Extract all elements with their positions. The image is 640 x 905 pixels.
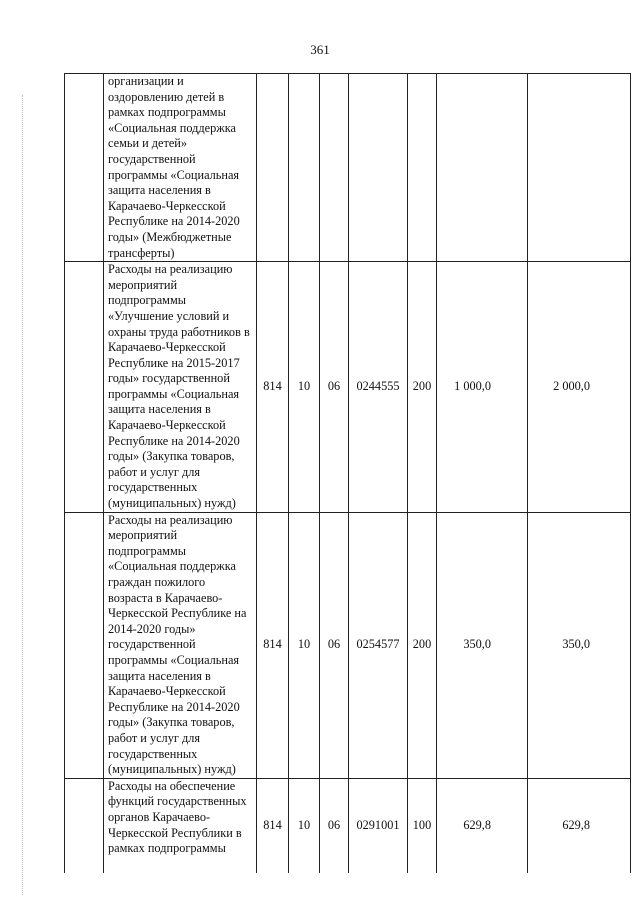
target-cell: [349, 74, 408, 262]
subsection-cell: 06: [320, 512, 349, 778]
description-cell: организации и оздоровлению детей в рамках подпрограммы «Социальная поддержка семьи и детей» государственной программы «Социальная защита населения в Карачаево-Черкесской Республике на 2014-2020 годы» (Межбюджетные трансферты): [104, 74, 257, 262]
table-row: [65, 778, 631, 873]
amount-1-cell: 629,8: [437, 778, 528, 873]
target-cell: 0291001: [349, 778, 408, 873]
table-row: [65, 262, 631, 513]
amount-1-cell: 1 000,0: [437, 262, 528, 513]
section-cell: 10: [289, 262, 320, 513]
section-cell: [289, 74, 320, 262]
subsection-cell: 06: [320, 778, 349, 873]
description-cell: Расходы на реализацию мероприятий подпрограммы «Социальная поддержка граждан пожилого возраста в Карачаево-Черкесской Республике на 2014-2020 годы» государственной программы «Социальная защита населения в Карачаево-Черкесской Республике на 2014-2020 годы» (Закупка товаров, работ и услуг для государственных (муниципальных) нужд): [104, 512, 257, 778]
table-row: [65, 74, 631, 262]
number-cell: [65, 262, 104, 513]
subsection-cell: [320, 74, 349, 262]
ministry-cell: 814: [257, 512, 289, 778]
amount-1-cell: 350,0: [437, 512, 528, 778]
section-cell: 10: [289, 778, 320, 873]
description-cell: Расходы на обеспечение функций государственных органов Карачаево-Черкесской Республики в рамках подпрограммы: [104, 778, 257, 873]
margin-rule: [22, 95, 24, 895]
expense-type-cell: 100: [408, 778, 437, 873]
ministry-cell: 814: [257, 262, 289, 513]
page-number: 361: [310, 42, 330, 57]
expense-type-cell: 200: [408, 262, 437, 513]
section-cell: 10: [289, 512, 320, 778]
table-row: [65, 512, 631, 778]
target-cell: 0254577: [349, 512, 408, 778]
target-cell: 0244555: [349, 262, 408, 513]
budget-table: [64, 73, 631, 873]
amount-1-cell: [437, 74, 528, 262]
amount-2-cell: [528, 74, 631, 262]
number-cell: [65, 74, 104, 262]
ministry-cell: 814: [257, 778, 289, 873]
amount-2-cell: 350,0: [528, 512, 631, 778]
ministry-cell: [257, 74, 289, 262]
subsection-cell: 06: [320, 262, 349, 513]
number-cell: [65, 778, 104, 873]
amount-2-cell: 629,8: [528, 778, 631, 873]
description-cell: Расходы на реализацию мероприятий подпрограммы «Улучшение условий и охраны труда работников в Карачаево-Черкесской Республике на 2015-2017 годы» государственной программы «Социальная защита населения в Карачаево-Черкесской Республике на 2014-2020 годы» (Закупка товаров, работ и услуг для государственных (муниципальных) нужд): [104, 262, 257, 513]
number-cell: [65, 512, 104, 778]
amount-2-cell: 2 000,0: [528, 262, 631, 513]
expense-type-cell: [408, 74, 437, 262]
expense-type-cell: 200: [408, 512, 437, 778]
